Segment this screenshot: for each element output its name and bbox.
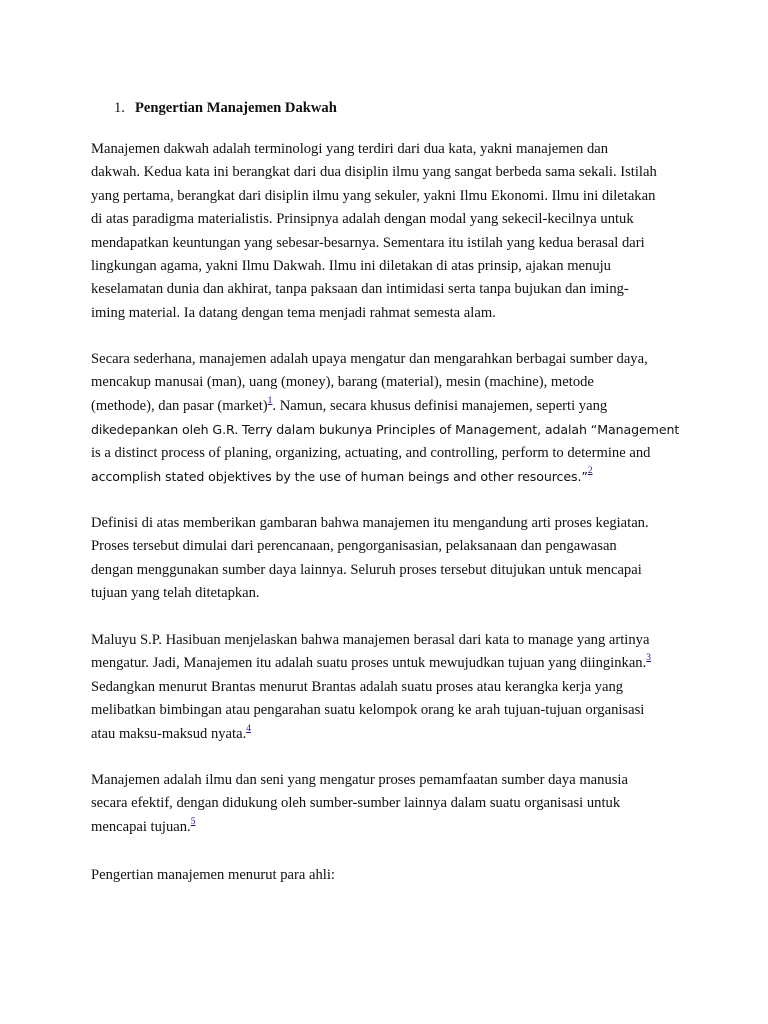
text-segment: atau maksu-maksud nyata. [91, 725, 247, 742]
text-line: Manajemen adalah ilmu dan seni yang mengatur proses pemamfaatan sumber daya manusia [91, 772, 628, 788]
text-line: di atas paradigma materialistis. Prinsipnya adalah dengan modal yang sekecil-kecilnya untuk [91, 211, 634, 228]
text-line: tujuan yang telah ditetapkan. [91, 585, 260, 602]
text-line: dikedepankan oleh G.R. Terry dalam bukunya Principles of Management, adalah “Management [91, 422, 680, 438]
text-line: Definisi di atas memberikan gambaran bahwa manajemen itu mengandung arti proses kegiatan. [91, 515, 649, 531]
text-line [91, 465, 677, 489]
text-line: mendapatkan keuntungan yang sebesar-besarnya. Sementara itu istilah yang kedua berasal dari [91, 234, 645, 251]
section-title: Pengertian Manajemen Dakwah [134, 100, 337, 116]
text-line: Sedangkan menurut Brantas menurut Brantas adalah suatu proses atau kerangka kerja yang [91, 678, 624, 695]
text-line: dengan menggunakan sumber daya lainnya. Seluruh proses tersebut ditujukan untuk mencapai [91, 561, 642, 578]
text-line: Manajemen dakwah adalah terminologi yang terdiri dari dua kata, yakni manajemen dan [91, 141, 609, 157]
text-line: melibatkan bimbingan atau pengarahan suatu kelompok orang ke arah tujuan-tujuan organisasi [91, 702, 645, 719]
text-segment: mencapai tujuan. [91, 818, 191, 835]
paragraph-simple-definition [91, 348, 680, 489]
text-line: Maluyu S.P. Hasibuan menjelaskan bahwa manajemen berasal dari kata to manage yang artinya [91, 632, 650, 648]
text-segment: (methode), dan pasar (market) [91, 397, 268, 414]
footnote-link-2[interactable]: 2 [587, 466, 593, 477]
footnote-link-3[interactable]: 3 [646, 653, 652, 664]
paragraph-process [91, 512, 677, 606]
text-line [91, 395, 677, 418]
text-line: is a distinct process of planing, organizing, actuating, and controlling, perform to determine and [91, 444, 651, 461]
text-segment: accomplish stated objektives by the use of human beings and other resources.” [91, 469, 588, 485]
paragraph-science-art [91, 769, 677, 839]
paragraph-definition [91, 138, 677, 325]
text-line: Proses tersebut dimulai dari perencanaan, pengorganisasian, pelaksanaan dan pengawasan [91, 538, 617, 555]
text-line: dakwah. Kedua kata ini berangkat dari dua disiplin ilmu yang sangat berbeda sama sekali. Istilah [91, 164, 657, 181]
text-line [91, 652, 677, 675]
text-line: mencakup manusai (man), uang (money), barang (material), mesin (machine), metode [91, 374, 594, 391]
footnote-link-1[interactable]: 1 [267, 395, 273, 406]
section-heading [114, 97, 337, 120]
text-line: Pengertian manajemen menurut para ahli: [91, 867, 335, 883]
text-line: yang pertama, berangkat dari disiplin ilmu yang sekuler, yakni Ilmu Ekonomi. Ilmu ini diletakan [91, 187, 656, 204]
text-line [91, 723, 677, 746]
text-line: iming material. Ia datang dengan tema menjadi rahmat semesta alam. [91, 304, 496, 321]
text-line [91, 816, 677, 839]
text-line: Secara sederhana, manajemen adalah upaya mengatur dan mengarahkan berbagai sumber daya, [91, 351, 648, 367]
footnote-link-5[interactable]: 5 [190, 816, 196, 827]
text-line: keselamatan dunia dan akhirat, tanpa paksaan dan intimidasi serta tanpa bujukan dan iming- [91, 281, 629, 298]
paragraph-experts-intro [91, 864, 677, 887]
paragraph-hasibuan [91, 629, 677, 746]
section-number: 1. [114, 100, 125, 116]
text-segment: mengatur. Jadi, Manajemen itu adalah suatu proses untuk mewujudkan tujuan yang diinginkan. [91, 655, 647, 672]
text-line: lingkungan agama, yakni Ilmu Dakwah. Ilmu ini diletakan di atas prinsip, ajakan menuju [91, 258, 611, 275]
footnote-link-4[interactable]: 4 [246, 723, 251, 734]
text-segment: . Namun, secara khusus definisi manajemen, seperti yang [272, 397, 608, 414]
text-line: secara efektif, dengan didukung oleh sumber-sumber lainnya dalam suatu organisasi untuk [91, 795, 621, 812]
